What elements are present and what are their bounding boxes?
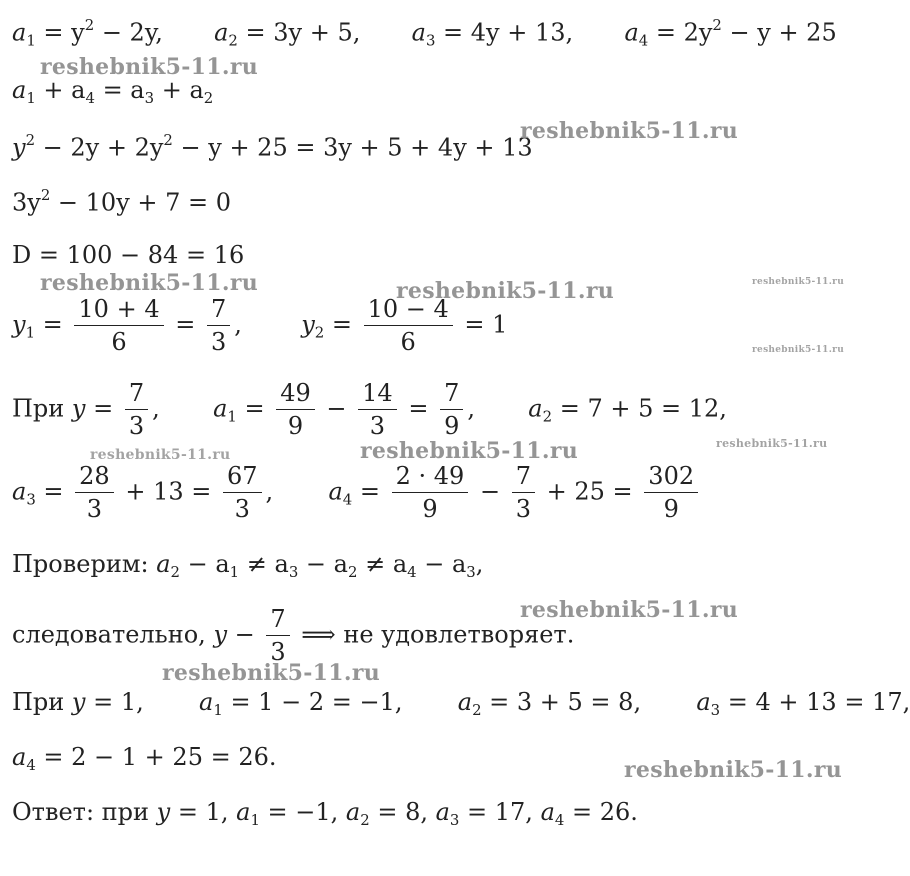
equation-line-4: $3y^2 - 10y + 7 = 0$ <box>12 186 232 217</box>
watermark: reshebnik5-11.ru <box>90 447 231 463</box>
watermark: reshebnik5-11.ru <box>716 437 828 450</box>
watermark: reshebnik5-11.ru <box>624 757 843 783</box>
fraction: $\frac{7}{9}$ <box>440 380 463 440</box>
fraction: $\frac{7}{3}$ <box>125 380 148 440</box>
equation-line-12: $a_4 = 2 - 1 + 25 = 26$. <box>12 743 277 775</box>
watermark: reshebnik5-11.ru <box>40 54 259 80</box>
watermark: reshebnik5-11.ru <box>396 278 615 304</box>
answer-line: Ответ: при y = 1, $a_1 = -1$, $a_2 = 8$, $a_3 = 17$, $a_4 = 26$. <box>12 798 638 830</box>
watermark: reshebnik5-11.ru <box>360 438 579 464</box>
fraction: $\frac{10 + 4}{6}$ <box>74 296 163 356</box>
watermark: reshebnik5-11.ru <box>520 597 739 623</box>
check-line: Проверим: $a_2 - a_1 \ne a_3 - a_2 \ne a_4 - a_3$, <box>12 550 484 582</box>
equation-line-11: При y = 1, $a_1 = 1 - 2 = -1$, $a_2 = 3 + 5 = 8$, $a_3 = 4 + 13 = 17$, <box>12 688 910 720</box>
watermark: reshebnik5-11.ru <box>752 277 845 287</box>
fraction: $\frac{302}{9}$ <box>644 463 698 523</box>
fraction: $\frac{2 \cdot 49}{9}$ <box>392 463 469 523</box>
fraction: $\frac{14}{3}$ <box>358 380 397 440</box>
conclusion-line: следовательно, y − $\frac{7}{3}$ ⟹ не удовлетворяет. <box>12 605 575 667</box>
watermark: reshebnik5-11.ru <box>752 345 845 355</box>
fraction: $\frac{28}{3}$ <box>75 463 114 523</box>
equation-line-5: D = 100 − 84 = 16 <box>12 241 245 269</box>
watermark: reshebnik5-11.ru <box>162 660 381 686</box>
fraction: $\frac{49}{9}$ <box>276 380 315 440</box>
equation-line-2: $a_1 + a_4 = a_3 + a_2$ <box>12 76 214 108</box>
equation-line-1: $a_1 = y^2 - 2y$, $a_2 = 3y + 5$, $a_3 = 4y + 13$, $a_4 = 2y^2 - y + 25$ <box>12 16 837 50</box>
equation-line-3: $y^2 - 2y + 2y^2 - y + 25 = 3y + 5 + 4y + 13$ <box>12 131 533 162</box>
fraction: $\frac{7}{3}$ <box>512 463 535 523</box>
watermark: reshebnik5-11.ru <box>520 118 739 144</box>
equation-line-7: При y = $\frac{7}{3}$ , $a_1$ = $\frac{49}{9}$ − $\frac{14}{3}$ = $\frac{7}{9}$ , $a_2 = 7 + 5 = 12$, <box>12 379 727 441</box>
fraction: $\frac{10 - 4}{6}$ <box>364 296 453 356</box>
equation-line-6: $y_1$ = $\frac{10 + 4}{6}$ = $\frac{7}{3}$ , $y_2$ = $\frac{10 - 4}{6}$ = 1 <box>12 295 508 357</box>
fraction: $\frac{67}{3}$ <box>223 463 262 523</box>
fraction: $\frac{7}{3}$ <box>266 606 289 666</box>
watermark: reshebnik5-11.ru <box>40 270 259 296</box>
equation-line-8: $a_3$ = $\frac{28}{3}$ + 13 = $\frac{67}{3}$ , $a_4$ = $\frac{2 \cdot 49}{9}$ − $\frac{7}{3}$ + 25 = $\frac{302}{9}$ <box>12 463 702 523</box>
fraction: $\frac{7}{3}$ <box>207 296 230 356</box>
